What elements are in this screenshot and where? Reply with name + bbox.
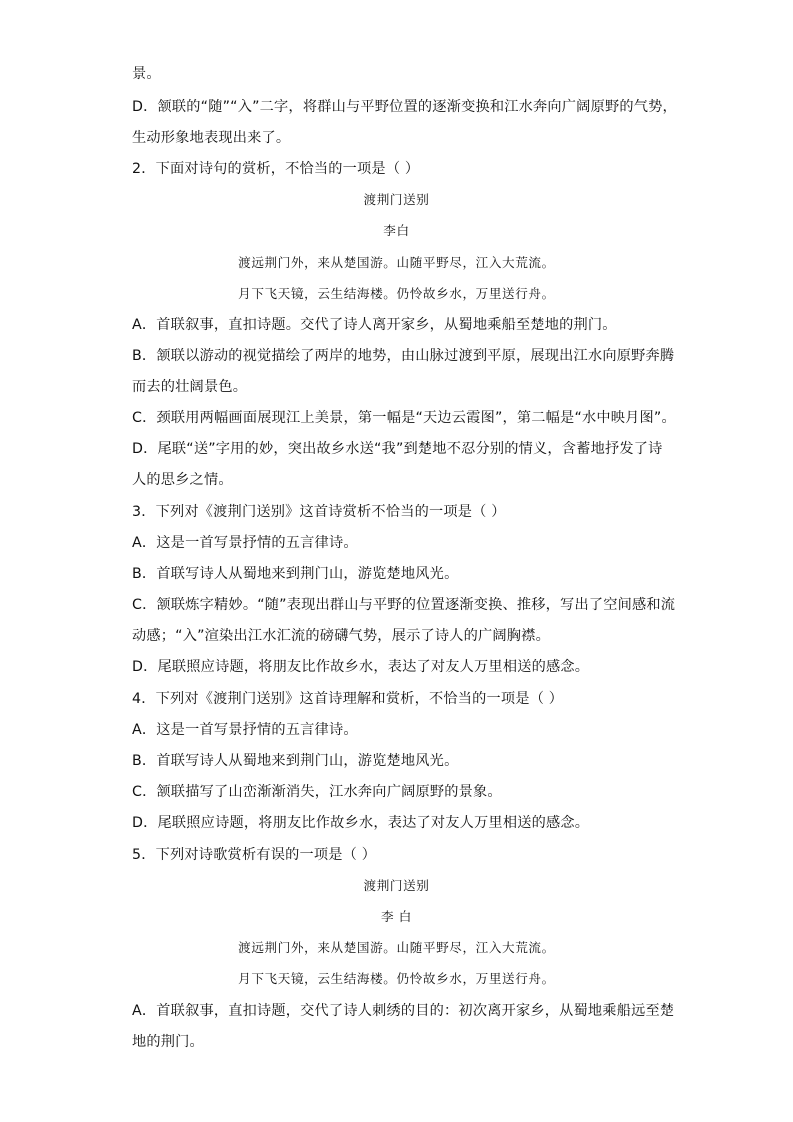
option-c-continued: 动感；“入”渲染出江水汇流的磅礴气势，展示了诗人的广阔胸襟。 bbox=[132, 628, 550, 644]
poem-line: 渡远荆门外，来从楚国游。山随平野尽，江入大荒流。 bbox=[238, 940, 555, 955]
option-c: C．颔联描写了山峦渐渐消失，江水奔向广阔原野的景象。 bbox=[132, 784, 502, 800]
poem-line: 月下飞天镜，云生结海楼。仍怜故乡水，万里送行舟。 bbox=[238, 286, 555, 301]
poem-author: 李 白 bbox=[381, 909, 412, 924]
poem-title: 渡荆门送别 bbox=[363, 878, 430, 893]
option-d-continued: 人的思乡之情。 bbox=[132, 472, 233, 488]
option-a: A．这是一首写景抒情的五言律诗。 bbox=[132, 722, 358, 738]
option-d: D．颔联的“随”“入”二字，将群山与平野位置的逐渐变换和江水奔向广阔原野的气势， bbox=[132, 99, 677, 115]
option-b: B．颔联以游动的视觉描绘了两岸的地势，由山脉过渡到平原，展现出江水向原野奔腾 bbox=[132, 348, 675, 364]
option-d: D．尾联“送”字用的妙，突出故乡水送“我”到楚地不忍分别的情义，含蓄地抒发了诗 bbox=[132, 441, 663, 457]
option-a: A．首联叙事，直扣诗题。交代了诗人离开家乡，从蜀地乘船至楚地的荆门。 bbox=[132, 317, 617, 333]
option-a-continued: 地的荆门。 bbox=[132, 1034, 204, 1050]
option-d: D．尾联照应诗题，将朋友比作故乡水，表达了对友人万里相送的感念。 bbox=[132, 815, 590, 831]
option-a: A．这是一首写景抒情的五言律诗。 bbox=[132, 535, 358, 551]
option-b-continued: 而去的壮阔景色。 bbox=[132, 379, 248, 395]
question-4: 4．下列对《渡荆门送别》这首诗理解和赏析，不恰当的一项是（ ） bbox=[132, 691, 564, 707]
text-line: 景。 bbox=[132, 66, 161, 82]
option-d-continued: 生动形象地表现出来了。 bbox=[132, 130, 291, 146]
option-a: A．首联叙事，直扣诗题，交代了诗人刺绣的目的：初次离开家乡，从蜀地乘船远至楚 bbox=[132, 1003, 675, 1019]
option-c: C．颔联炼字精妙。“随”表现出群山与平野的位置逐渐变换、推移，写出了空间感和流 bbox=[132, 597, 676, 613]
option-d: D．尾联照应诗题，将朋友比作故乡水，表达了对友人万里相送的感念。 bbox=[132, 659, 590, 675]
poem-author: 李白 bbox=[383, 223, 410, 238]
option-b: B．首联写诗人从蜀地来到荆门山，游览楚地风光。 bbox=[132, 566, 459, 582]
poem-title: 渡荆门送别 bbox=[363, 192, 430, 207]
poem-line: 月下飞天镜，云生结海楼。仍怜故乡水，万里送行舟。 bbox=[238, 971, 555, 986]
question-5: 5．下列对诗歌赏析有误的一项是（ ） bbox=[132, 847, 377, 863]
option-b: B．首联写诗人从蜀地来到荆门山，游览楚地风光。 bbox=[132, 753, 459, 769]
question-2: 2．下面对诗句的赏析，不恰当的一项是（ ） bbox=[132, 161, 420, 177]
question-3: 3．下列对《渡荆门送别》这首诗赏析不恰当的一项是（ ） bbox=[132, 504, 506, 520]
option-c: C．颈联用两幅画面展现江上美景，第一幅是“天边云霞图”，第二幅是“水中映月图”。 bbox=[132, 410, 676, 426]
poem-line: 渡远荆门外，来从楚国游。山随平野尽，江入大荒流。 bbox=[238, 255, 555, 270]
